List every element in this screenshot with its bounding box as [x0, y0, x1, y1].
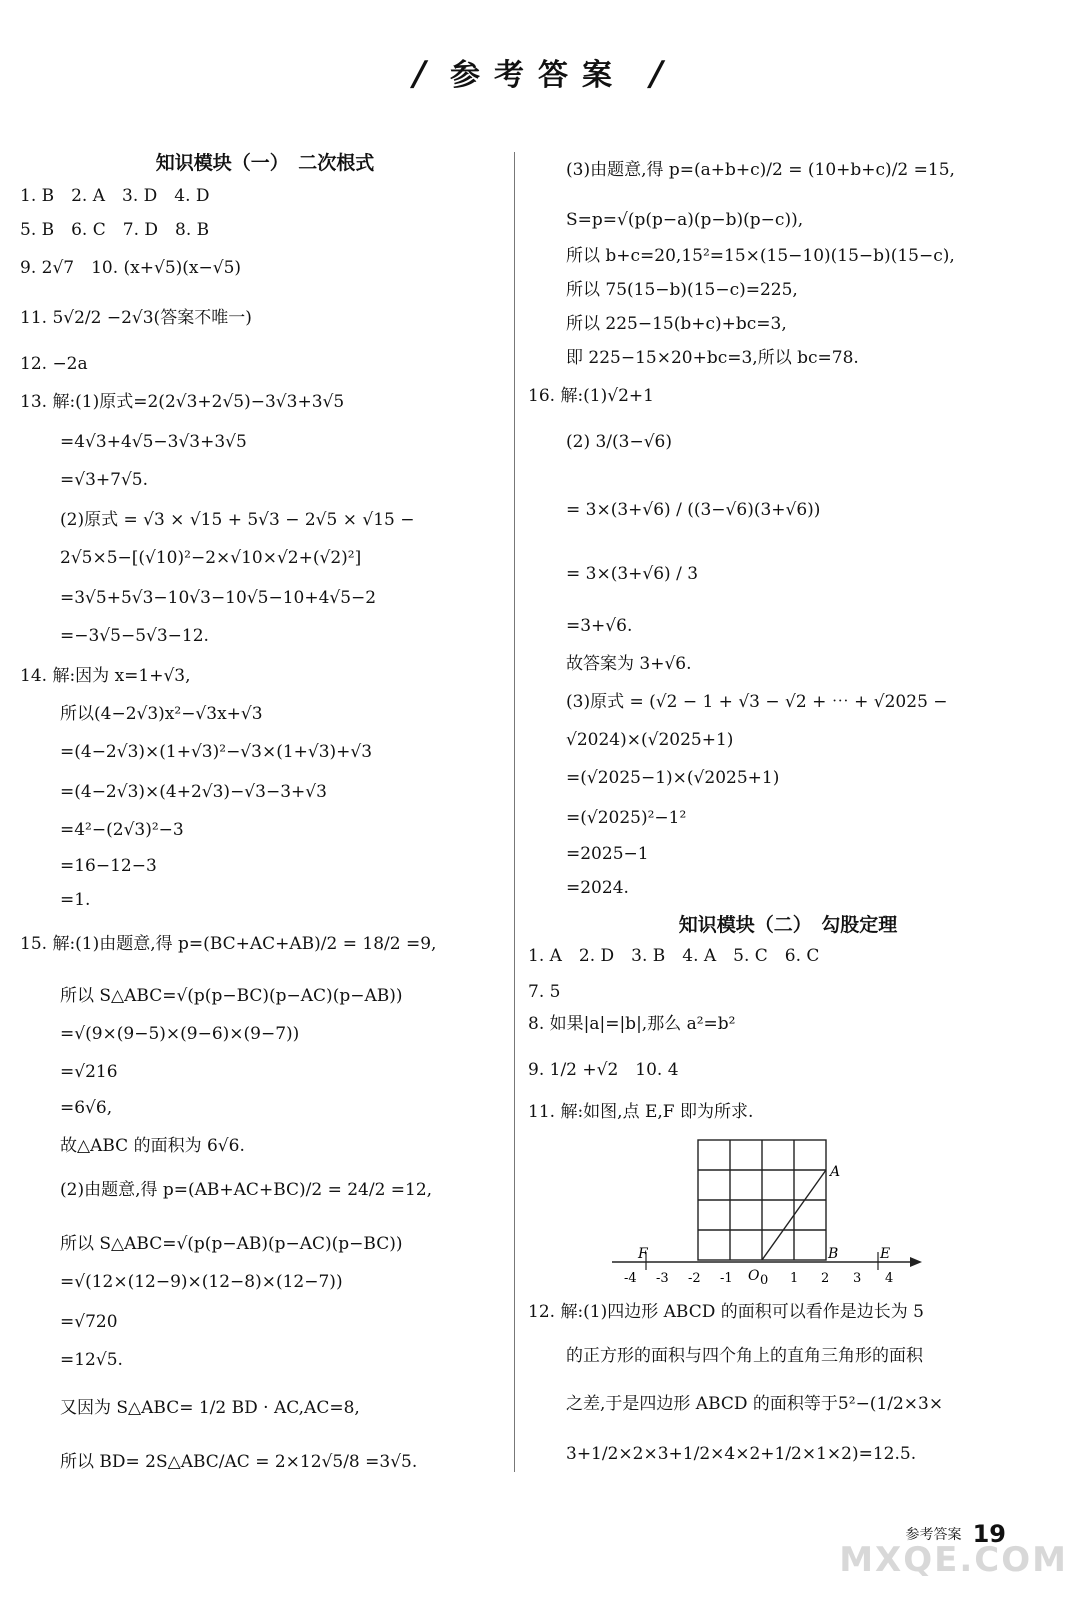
answer-line: 16. 解:(1)√2+1	[528, 386, 654, 406]
page-number: 19	[972, 1520, 1006, 1548]
answer-line: 12. −2a	[20, 354, 88, 374]
answer-line: =(4−2√3)×(1+√3)²−√3×(1+√3)+√3	[60, 742, 373, 762]
answer-line: 所以 75(15−b)(15−c)=225,	[566, 280, 798, 300]
answer-line: 即 225−15×20+bc=3,所以 bc=78.	[566, 348, 859, 368]
arrow-right-icon	[910, 1257, 922, 1267]
answer-line: √2024)×(√2025+1)	[566, 730, 734, 750]
answer-line: S=p=√(p(p−a)(p−b)(p−c)),	[566, 210, 804, 230]
answer-line: =(√2025)²−1²	[566, 808, 687, 828]
answer-line: (3)由题意,得 p=(a+b+c)/2 = (10+b+c)/2 =15,	[566, 160, 955, 180]
answer-line: 11. 5√2/2 −2√3(答案不唯一)	[20, 308, 252, 328]
answer-line: 所以 225−15(b+c)+bc=3,	[566, 314, 787, 334]
watermark: MXQE.COM	[839, 1540, 1068, 1580]
answer-line: 11. 解:如图,点 E,F 即为所求.	[528, 1102, 754, 1122]
answer-line: =√720	[60, 1312, 118, 1332]
answer-line: =(√2025−1)×(√2025+1)	[566, 768, 780, 788]
answer-line: 15. 解:(1)由题意,得 p=(BC+AC+AB)/2 = 18/2 =9,	[20, 934, 437, 954]
answer-line: 1. B 2. A 3. D 4. D	[20, 186, 210, 206]
answer-line: (2)原式 = √3 × √15 + 5√3 − 2√5 × √15 −	[60, 510, 415, 530]
answer-line: =−3√5−5√3−12.	[60, 626, 209, 646]
answer-line: =√216	[60, 1062, 118, 1082]
point-label-f: F	[638, 1246, 648, 1262]
answer-line: 8. 如果|a|=|b|,那么 a²=b²	[528, 1014, 736, 1034]
answer-line: 所以(4−2√3)x²−√3x+√3	[60, 704, 263, 724]
answer-line: 2√5×5−[(√10)²−2×√10×√2+(√2)²]	[60, 548, 362, 568]
answer-line: 13. 解:(1)原式=2(2√3+2√5)−3√3+3√5	[20, 392, 345, 412]
point-label-a: A	[830, 1164, 841, 1180]
tick-label: 2	[821, 1271, 830, 1286]
answer-line: =2025−1	[566, 844, 649, 864]
title-slash-right-icon: /	[646, 54, 668, 94]
answer-line: 又因为 S△ABC= 1/2 BD · AC,AC=8,	[60, 1398, 360, 1418]
answer-line: 12. 解:(1)四边形 ABCD 的面积可以看作是边长为 5	[528, 1302, 924, 1322]
tick-label: -1	[720, 1271, 733, 1286]
answer-line: 14. 解:因为 x=1+√3,	[20, 666, 191, 686]
answer-line: 5. B 6. C 7. D 8. B	[20, 220, 210, 240]
answer-line: =√(9×(9−5)×(9−6)×(9−7))	[60, 1024, 300, 1044]
module2-heading: 知识模块（二） 勾股定理	[678, 914, 898, 936]
answer-line: =2024.	[566, 878, 629, 898]
answer-line: 故△ABC 的面积为 6√6.	[60, 1136, 245, 1156]
answer-line: (2)由题意,得 p=(AB+AC+BC)/2 = 24/2 =12,	[60, 1180, 433, 1200]
tick-label: -2	[688, 1271, 701, 1286]
answer-line: 故答案为 3+√6.	[566, 654, 692, 674]
answer-line: =3√5+5√3−10√3−10√5−10+4√5−2	[60, 588, 377, 608]
answer-line: =√(12×(12−9)×(12−8)×(12−7))	[60, 1272, 343, 1292]
tick-label: -4	[624, 1271, 637, 1286]
tick-label: 3	[853, 1271, 862, 1286]
answer-line: = 3×(3+√6) / ((3−√6)(3+√6))	[566, 500, 821, 520]
answer-line: 所以 S△ABC=√(p(p−AB)(p−AC)(p−BC))	[60, 1234, 403, 1254]
module1-heading: 知识模块（一） 二次根式	[155, 152, 375, 174]
answer-line: 所以 b+c=20,15²=15×(15−10)(15−b)(15−c),	[566, 246, 955, 266]
point-label-o: O	[748, 1268, 760, 1284]
grid-lines	[698, 1140, 826, 1260]
tick-label: 1	[790, 1271, 799, 1286]
answer-line: 3+1/2×2×3+1/2×4×2+1/2×1×2)=12.5.	[566, 1444, 917, 1464]
answer-line: =√3+7√5.	[60, 470, 149, 490]
answer-line: 之差,于是四边形 ABCD 的面积等于5²−(1/2×3×	[566, 1394, 944, 1414]
answer-line: 7. 5	[528, 982, 561, 1002]
page-title	[0, 50, 1076, 94]
answer-line: 所以 S△ABC=√(p(p−BC)(p−AC)(p−AB))	[60, 986, 403, 1006]
title-slash-left-icon: /	[408, 54, 430, 94]
answer-line: (3)原式 = (√2 − 1 + √3 − √2 + ⋯ + √2025 −	[566, 692, 948, 712]
answer-line: =4√3+4√5−3√3+3√5	[60, 432, 247, 452]
answer-line: 9. 2√7 10. (x+√5)(x−√5)	[20, 258, 242, 278]
answer-line: 9. 1/2 +√2 10. 4	[528, 1060, 679, 1080]
answer-line: (2) 3/(3−√6)	[566, 432, 673, 452]
column-divider	[514, 152, 515, 1472]
answer-line: 1. A 2. D 3. B 4. A 5. C 6. C	[528, 946, 820, 966]
tick-label: 4	[885, 1271, 894, 1286]
answer-line: =3+√6.	[566, 616, 633, 636]
answer-line: =6√6,	[60, 1098, 113, 1118]
answer-line: =12√5.	[60, 1350, 123, 1370]
point-label-e: E	[880, 1246, 891, 1262]
footer-label: 参考答案	[905, 1527, 962, 1543]
answer-line: =(4−2√3)×(4+2√3)−√3−3+√3	[60, 782, 327, 802]
answer-line: =4²−(2√3)²−3	[60, 820, 184, 840]
answer-line: 的正方形的面积与四个角上的直角三角形的面积	[566, 1346, 923, 1366]
tick-label: 0	[760, 1273, 769, 1288]
answer-line: = 3×(3+√6) / 3	[566, 564, 699, 584]
title-text: 参考答案	[450, 58, 626, 93]
answer-line: =1.	[60, 890, 91, 910]
grid-number-line-figure	[608, 1138, 938, 1288]
point-label-b: B	[828, 1246, 839, 1262]
answer-line: =16−12−3	[60, 856, 157, 876]
tick-label: -3	[656, 1271, 669, 1286]
answer-line: 所以 BD= 2S△ABC/AC = 2×12√5/8 =3√5.	[60, 1452, 418, 1472]
